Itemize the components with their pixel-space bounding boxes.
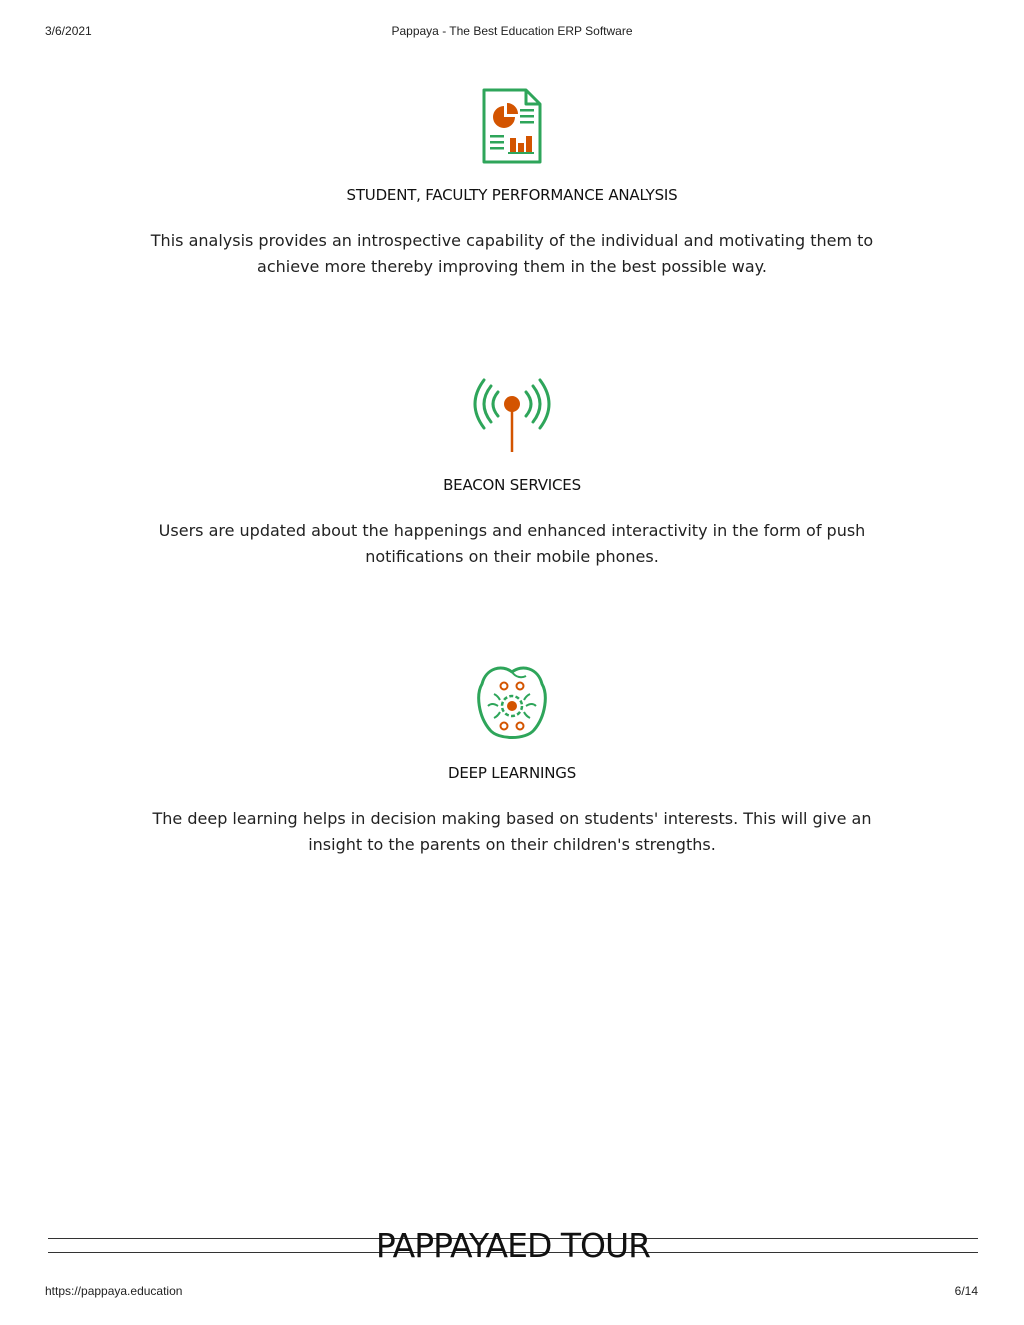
feature-heading: STUDENT, FACULTY PERFORMANCE ANALYSIS [346, 186, 678, 204]
tour-label[interactable]: PAPPAYAED TOUR [375, 1226, 651, 1265]
print-date: 3/6/2021 [45, 24, 92, 38]
beacon-icon [472, 376, 552, 456]
feature-heading: BEACON SERVICES [443, 476, 581, 494]
print-header [0, 24, 1024, 42]
print-page-number: 6/14 [954, 1284, 978, 1298]
brain-gear-icon [472, 664, 552, 744]
feature-deep-learnings [0, 664, 1024, 854]
performance-report-icon [482, 88, 542, 164]
feature-description: This analysis provides an introspective capability of the individual and motivating them to achieve more thereby improving them in the best possible way. [150, 231, 874, 276]
print-page-title: Pappaya - The Best Education ERP Software [391, 24, 633, 38]
tour-banner [48, 1224, 978, 1268]
feature-description: Users are updated about the happenings and enhanced interactivity in the form of push notifications on their mobile phones. [158, 521, 866, 566]
feature-beacon-services [0, 376, 1024, 566]
feature-performance-analysis [0, 88, 1024, 276]
feature-description: The deep learning helps in decision making based on students' interests. This will give an insight to the parents on their children's strengths. [152, 809, 872, 854]
print-footer [0, 1284, 1024, 1302]
print-url: https://pappaya.education [45, 1284, 183, 1298]
feature-heading: DEEP LEARNINGS [447, 764, 577, 782]
